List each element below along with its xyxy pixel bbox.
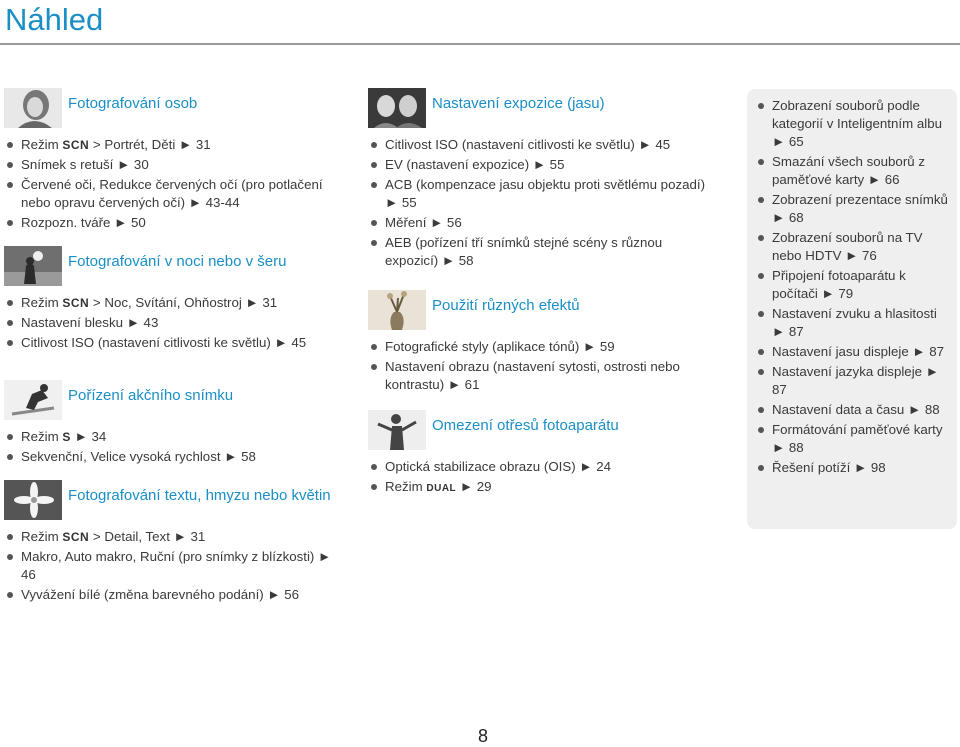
scn-mode-icon: SCN <box>62 530 90 544</box>
sport-mode-icon: S <box>62 430 71 444</box>
list-item[interactable]: Rozpozn. tváře ► 50 <box>4 214 344 232</box>
list-item[interactable]: Zobrazení prezentace snímků ► 68 <box>755 191 949 227</box>
list-item[interactable]: Formátování paměťové karty ► 88 <box>755 421 949 457</box>
scn-mode-icon: SCN <box>62 296 90 310</box>
section-stabilization <box>368 410 708 498</box>
vase-photo-icon <box>368 290 426 330</box>
list-item[interactable]: Režim SCN > Noc, Svítání, Ohňostroj ► 31 <box>4 294 344 312</box>
list-item[interactable]: Režim S ► 34 <box>4 428 344 446</box>
section-title: Použití různých efektů <box>432 297 580 314</box>
list-item[interactable]: Optická stabilizace obrazu (OIS) ► 24 <box>368 458 708 476</box>
list-item[interactable]: Měření ► 56 <box>368 214 708 232</box>
list-item[interactable]: Citlivost ISO (nastavení citlivosti ke světlu) ► 45 <box>368 136 708 154</box>
list-item[interactable]: Připojení fotoaparátu k počítači ► 79 <box>755 267 949 303</box>
section-night <box>4 246 344 352</box>
list-item[interactable]: Zobrazení souborů na TV nebo HDTV ► 76 <box>755 229 949 265</box>
flower-photo-icon <box>4 480 62 520</box>
list-item[interactable]: Makro, Auto makro, Ruční (pro snímky z blízkosti) ► 46 <box>4 548 344 584</box>
section-title: Omezení otřesů fotoaparátu <box>432 417 619 434</box>
night-photo-icon <box>4 246 62 286</box>
list-item[interactable]: Citlivost ISO (nastavení citlivosti ke světlu) ► 45 <box>4 334 344 352</box>
section-title: Pořízení akčního snímku <box>68 387 234 404</box>
section-title: Fotografování textu, hmyzu nebo květin <box>68 487 331 504</box>
list-item[interactable]: Nastavení data a času ► 88 <box>755 401 949 419</box>
list-item[interactable]: Nastavení jazyka displeje ► 87 <box>755 363 949 399</box>
section-exposure <box>368 88 708 270</box>
list-item[interactable]: Zobrazení souborů podle kategorií v Inteligentním albu ► 65 <box>755 97 949 151</box>
list-item[interactable]: Řešení potíží ► 98 <box>755 459 949 477</box>
list-item[interactable]: Nastavení blesku ► 43 <box>4 314 344 332</box>
portrait-photo-icon <box>4 88 62 128</box>
dual-is-mode-icon: DUAL <box>426 483 457 494</box>
exposure-photo-icon <box>368 88 426 128</box>
left-column <box>4 88 344 606</box>
list-item[interactable]: ACB (kompenzace jasu objektu proti světlému pozadí) ► 55 <box>368 176 708 212</box>
section-portrait <box>4 88 344 232</box>
list-item[interactable]: Nastavení zvuku a hlasitosti ► 87 <box>755 305 949 341</box>
action-photo-icon <box>4 380 62 420</box>
list-item[interactable]: Nastavení obrazu (nastavení sytosti, ostrosti nebo kontrastu) ► 61 <box>368 358 708 394</box>
shake-photo-icon <box>368 410 426 450</box>
section-title: Fotografování v noci nebo v šeru <box>68 253 287 270</box>
middle-column <box>368 88 708 500</box>
list-item[interactable]: Smazání všech souborů z paměťové karty ► 66 <box>755 153 949 189</box>
section-macro <box>4 480 344 604</box>
section-effects <box>368 290 708 394</box>
list-item[interactable]: AEB (pořízení tří snímků stejné scény s různou expozicí) ► 58 <box>368 234 708 270</box>
list-item[interactable]: EV (nastavení expozice) ► 55 <box>368 156 708 174</box>
section-title: Fotografování osob <box>68 95 198 112</box>
page-title: Náhled <box>5 2 104 37</box>
list-item[interactable]: Sekvenční, Velice vysoká rychlost ► 58 <box>4 448 344 466</box>
list-item[interactable]: Režim DUAL ► 29 <box>368 478 708 498</box>
scn-mode-icon: SCN <box>62 138 90 152</box>
section-title: Nastavení expozice (jasu) <box>432 95 605 112</box>
list-item[interactable]: Vyvážení bílé (změna barevného podání) ► 56 <box>4 586 344 604</box>
section-action <box>4 380 344 466</box>
list-item[interactable]: Snímek s retuší ► 30 <box>4 156 344 174</box>
list-item[interactable]: Režim SCN > Portrét, Děti ► 31 <box>4 136 344 154</box>
title-divider <box>0 43 960 45</box>
right-panel <box>747 89 957 529</box>
list-item[interactable]: Červené oči, Redukce červených očí (pro potlačení nebo opravu červených očí) ► 43-44 <box>4 176 344 212</box>
page-number: 8 <box>478 726 489 746</box>
list-item[interactable]: Nastavení jasu displeje ► 87 <box>755 343 949 361</box>
list-item[interactable]: Režim SCN > Detail, Text ► 31 <box>4 528 344 546</box>
list-item[interactable]: Fotografické styly (aplikace tónů) ► 59 <box>368 338 708 356</box>
